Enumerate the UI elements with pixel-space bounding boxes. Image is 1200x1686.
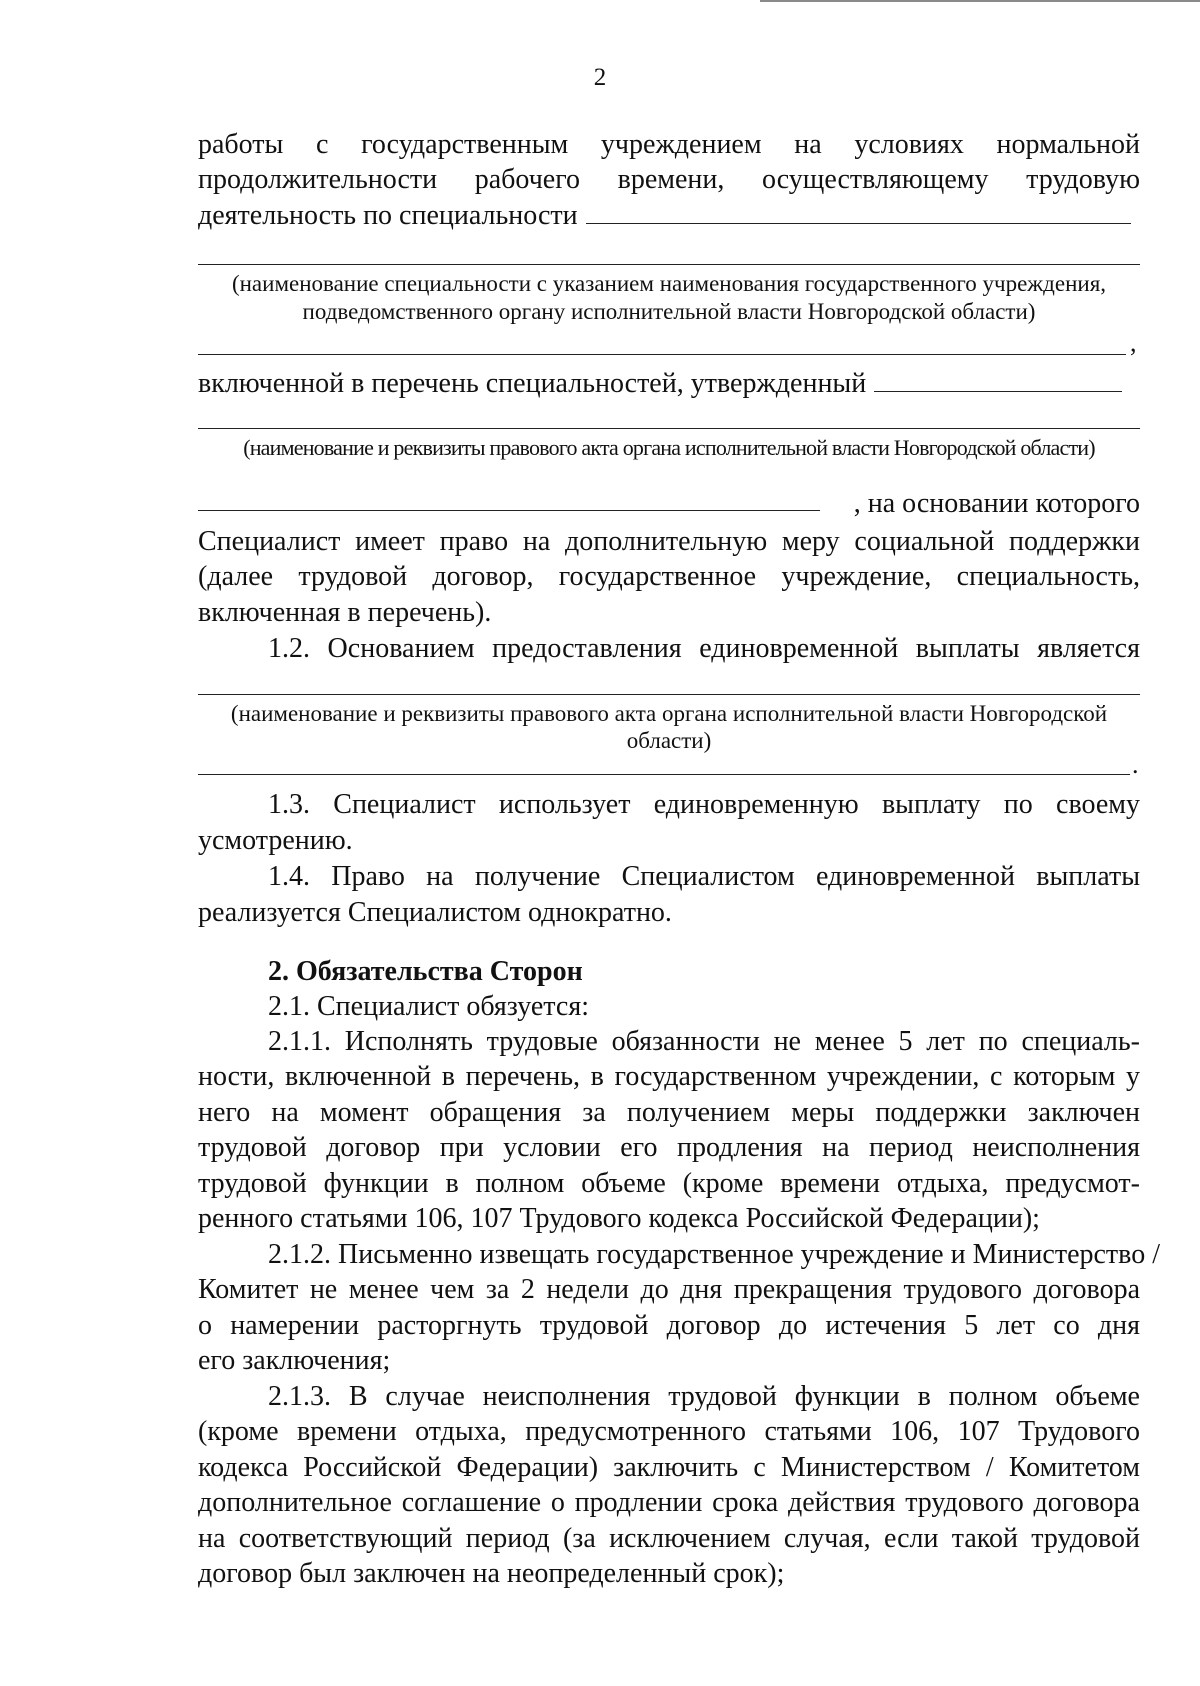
clause-2-1-1-line-3: него на момент обращения за получением меры поддержки заключен: [198, 1097, 1140, 1128]
specialty-continuation-rule: [198, 354, 1126, 355]
clause-2-1-3-line-2: (кроме времени отдыха, предусмотренного статьями 106, 107 Трудового: [198, 1416, 1140, 1447]
section-2-title: 2. Обязательства Сторон: [268, 956, 583, 987]
clause-2-1-3-line-4: дополнительное соглашение о продлении срока действия трудового договора: [198, 1487, 1140, 1518]
approved-by-fill-rule: [874, 391, 1122, 392]
specialty-fill-rule: [586, 223, 1131, 224]
clause-1-4-line-2: реализуется Специалистом однократно.: [198, 897, 672, 928]
basis-line-3: включенная в перечень).: [198, 597, 492, 628]
clause-2-1-2-line-3: о намерении расторгнуть трудовой договор до истечения 5 лет со дня: [198, 1310, 1140, 1341]
caption-legal-act-2-line-1: (наименование и реквизиты правового акта органа исполнительной власти Новгородской: [230, 701, 1108, 726]
clause-2-1-1-line-4: трудовой договор при условии его продления на период неисполнения: [198, 1132, 1140, 1163]
clause-2-1-3-line-5: на соответствующий период (за исключением случая, если такой трудовой: [198, 1523, 1140, 1554]
clause-2-1-3-line-1: 2.1.3. В случае неисполнения трудовой функции в полном объеме: [268, 1381, 1140, 1412]
clause-2-1-1-line-1: 2.1.1. Исполнять трудовые обязанности не менее 5 лет по специаль-: [268, 1026, 1140, 1057]
clause-1-2: 1.2. Основанием предоставления единовременной выплаты является: [268, 633, 1140, 664]
intro-line-2: продолжительности рабочего времени, осуществляющему трудовую: [198, 164, 1140, 195]
basis-line-2: (далее трудовой договор, государственное учреждение, специальность,: [198, 561, 1140, 592]
included-in-list-line: [198, 367, 1140, 401]
specialty-prefix: деятельность по специальности: [198, 200, 578, 231]
included-in-list-text: включенной в перечень специальностей, утвержденный: [198, 368, 867, 399]
comma-mark: ,: [1130, 328, 1137, 357]
legal-act-2-blank-rule: [198, 694, 1140, 695]
clause-2-1-2-line-1: 2.1.2. Письменно извещать государственное учреждение и Министерство /: [268, 1239, 1160, 1270]
period-mark: .: [1132, 750, 1139, 779]
clause-1-3-line-2: усмотрению.: [198, 825, 353, 856]
clause-2-1-1-line-5: трудовой функции в полном объеме (кроме времени отдыха, предусмот-: [198, 1168, 1140, 1199]
specialty-blank-rule: [198, 264, 1140, 265]
legal-act-2-continuation-rule: [198, 774, 1130, 775]
basis-blank-rule: [198, 510, 820, 511]
clause-2-1-3-line-3: кодекса Российской Федерации) заключить с Министерством / Комитетом: [198, 1452, 1140, 1483]
clause-2-1: 2.1. Специалист обязуется:: [268, 991, 589, 1022]
clause-2-1-1-line-6: ренного статьями 106, 107 Трудового кодекса Российской Федерации);: [198, 1203, 1040, 1234]
caption-legal-act: (наименование и реквизиты правового акта органа исполнительной власти Новгородской области): [243, 435, 1095, 460]
basis-suffix: , на основании которого: [853, 488, 1140, 519]
clause-2-1-2-line-4: его заключения;: [198, 1345, 391, 1376]
clause-2-1-3-line-6: договор был заключен на неопределенный срок);: [198, 1558, 785, 1589]
clause-1-3-line-1: 1.3. Специалист использует единовременную выплату по своему: [268, 789, 1140, 820]
intro-line-3: [198, 199, 1140, 233]
legal-act-blank-rule: [198, 428, 1140, 429]
clause-2-1-2-line-2: Комитет не менее чем за 2 недели до дня прекращения трудового договора: [198, 1274, 1140, 1305]
caption-specialty-line-1: (наименование специальности с указанием наименования государственного учреждения,: [231, 271, 1107, 296]
scan-edge-line: [760, 0, 1200, 2]
clause-2-1-1-line-2: ности, включенной в перечень, в государственном учреждении, с которым у: [198, 1061, 1140, 1092]
basis-line-1: Специалист имеет право на дополнительную меру социальной поддержки: [198, 526, 1140, 557]
caption-legal-act-2-line-2: области): [626, 728, 712, 753]
intro-line-1: работы с государственным учреждением на условиях нормальной: [198, 129, 1140, 160]
clause-1-4-line-1: 1.4. Право на получение Специалистом единовременной выплаты: [268, 861, 1140, 892]
page-number: 2: [593, 64, 607, 91]
caption-specialty-line-2: подведомственного органу исполнительной власти Новгородской области): [302, 299, 1036, 324]
